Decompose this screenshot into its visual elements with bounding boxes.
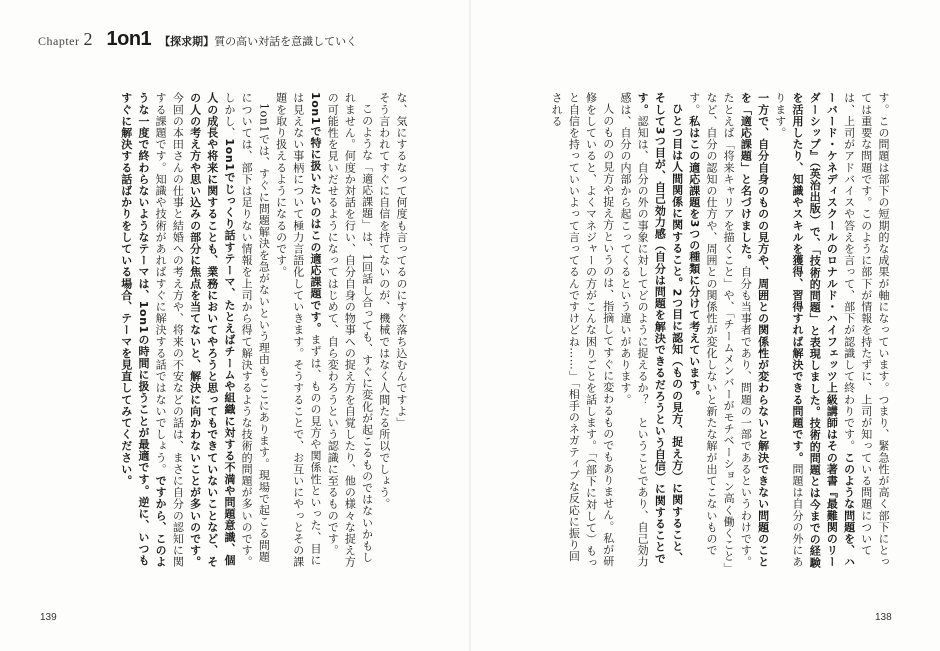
body-text: 認知は、自分の外の事象に対してどのように捉えるか？ ということであり、自己効力感は、自分の内部から起こってくるという違いがあります。: [618, 92, 650, 568]
emphasis-text: ですから、このような一度で終わらないようなテーマは、1on1の時間に扱うことが最適です。逆に、いつもすぐに解決する話ばかりをしている場合、テーマを見直してみてください。: [119, 92, 168, 568]
body-text: す。この問題は部下の短期的な成果が軸になっています。つまり、緊急性が高く部下にとっては重要な問題です。このように部下が情報を持たずに、上司が知っている問題については、上司がアドバイスや答えを言って、部下が認識して終わりです。: [842, 92, 890, 568]
chapter-label: Chapter: [38, 34, 80, 48]
emphasis-text: 一方で、自分自身のものの見方や、周囲との関係性が変わらないと解決できない問題のことを「適応課題」と名づけました。: [739, 92, 770, 568]
body-text: 1on1では、すぐに問題解決を急がないという理由もここにあります。現場で起こる問題については、部下は足りない情報を上司から得て解決するような技術的問題が多いのです。しかし、: [222, 92, 271, 568]
emphasis-text: このような問題を、ハーバード・ケネディスクールのロナルド・ハイフェッツ上級講師はその著書『最難関のリーダーシップ』（英治出版）で、「技術的問題」と表現しました。技術的問題とは今までの経験を活用したり、知識やスキルを獲得、習得すれば解決できる問題です。: [790, 92, 856, 569]
page-number-right: 138: [875, 612, 892, 623]
emphasis-text: 1on1で特に扱いたいのはこの適応課題です。: [308, 92, 322, 334]
brand-1on1: 1on1: [106, 28, 152, 50]
body-text: 人のものの見方や捉え方というのは、指摘してすぐに変わるものでもありません。私が研修をしていると、よくマネジャーの方がこんな困りごとを話します。「（部下に対して）もっと自信を持っていいよって言ってるんですけどね……」「相手のネガティブな反応に振り回される: [550, 92, 615, 569]
body-paragraph: [617, 92, 686, 572]
body-paragraph: [686, 92, 772, 572]
body-paragraph: [272, 92, 375, 572]
body-paragraph: [376, 92, 393, 572]
body-paragraph: [772, 92, 892, 572]
body-text: 問題は自分の外にあります。: [773, 92, 804, 568]
subtitle-phase: 【探求期】: [159, 35, 215, 48]
chapter-number: 2: [83, 29, 93, 49]
body-text: 今回の本田さんの仕事と結婚への考え方や、将来の不安などの話は、まさに自分の認知に関する課題です。知識や技術があればすぐに解決する話ではないでしょう。: [154, 92, 185, 568]
body-paragraph: [118, 92, 273, 572]
chapter-subtitle: [159, 33, 357, 49]
emphasis-text: 1on1でじっくり話すテーマ、たとえばチームや組織に対する不満や問題意識、個人の成長や将来に関することも、業務においてやろうと思ってもできていないことなど、その人の考え方や思い込みの部分に焦点を当てないと、解決に向かわないことが多いのです。: [188, 92, 236, 568]
body-text: そう言われてすぐに自信を持てないのが、機械ではなく人間たる所以でしょう。: [377, 92, 391, 510]
right-page-body: [520, 92, 892, 572]
body-text: まずは、ものの見方や関係性といった、目には見えない事柄について極力言語化していきます。そうすることで、お互いにやっとその課題を取り扱えるようになるのです。: [274, 92, 322, 568]
emphasis-text: 私はこの適応課題を3つの種類に分けて考えています。: [687, 115, 701, 402]
page-gutter: [469, 0, 471, 651]
body-text: な、気にするなって何度も言ってるのにすぐ落ち込むんですよ」: [395, 92, 408, 429]
left-page-body: [62, 92, 410, 572]
page-number-left: 139: [40, 612, 57, 623]
body-text: このような「適応課題」は、1回話し合っても、すぐに変化が起こるものではないかもしれません。何度か対話を行い、自分自身の物事への捉え方を自覚したり、他の様々な捉え方の可能性を見いだせるようになってはじめて、自ら変わろうという認識に至るものです。: [326, 92, 374, 568]
body-paragraph: [548, 92, 617, 572]
body-paragraph: [393, 92, 410, 572]
emphasis-text: ひとつ目は人間関係に関すること。2つ目に認知（ものの見方、捉え方）に関すること、そして3つ目が、自己効力感（自分は問題を解決できるだろうという自信）に関することです。: [636, 92, 684, 565]
subtitle-text: 質の高い対話を意識していく: [214, 35, 358, 48]
running-header: [38, 28, 357, 58]
body-text: 自分も当事者であり、問題の一部であるというわけです。たとえば「将来キャリアを描くこと」や、「チームメンバーがモチベーション高く働くこと」など、自分の認知の仕方や、周囲との関係性が変化しないと新たな解が出てこないものです。: [687, 92, 753, 569]
